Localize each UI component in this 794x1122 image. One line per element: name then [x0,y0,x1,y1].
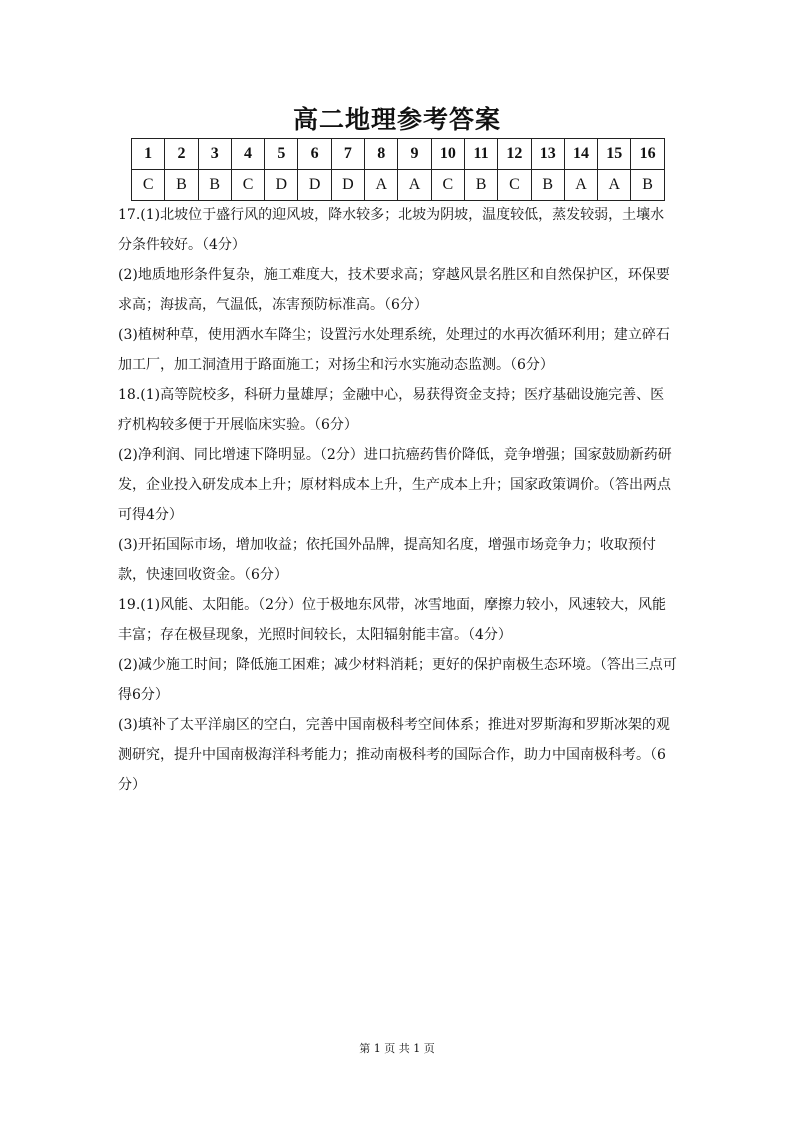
answer-number-row [132,139,665,170]
answer-letter-row [132,170,665,201]
answer-letter: C [498,170,531,201]
answer-letter: B [531,170,564,201]
question-number: 4 [231,139,264,170]
question-number: 14 [564,139,597,170]
answer-letter: B [631,170,664,201]
question-number: 9 [398,139,431,170]
question-number: 6 [298,139,331,170]
question-number: 12 [498,139,531,170]
answer-letter: B [165,170,198,201]
answer-paragraph-19-2: (2)减少施工时间；降低施工困难；减少材料消耗；更好的保护南极生态环境。（答出三点可得6分） [118,657,677,703]
answer-letter: A [398,170,431,201]
answer-paragraph-19-1: 19.(1)风能、太阳能。（2分）位于极地东风带，冰雪地面，摩擦力较小，风速较大，风能丰富；存在极昼现象，光照时间较长，太阳辐射能丰富。（4分） [118,597,667,643]
answer-paragraph-17-2: (2)地质地形条件复杂，施工难度大，技术要求高；穿越风景名胜区和自然保护区，环保要求高；海拔高，气温低，冻害预防标准高。（6分） [118,267,670,313]
answer-letter: C [132,170,165,201]
answer-letter: A [598,170,631,201]
question-number: 10 [431,139,464,170]
question-number: 8 [365,139,398,170]
question-number: 7 [331,139,364,170]
answer-letter: B [464,170,497,201]
question-number: 5 [265,139,298,170]
answer-letter: A [365,170,398,201]
question-number: 16 [631,139,664,170]
question-number: 15 [598,139,631,170]
answer-table [131,138,665,201]
answer-letter: D [298,170,331,201]
answer-paragraph-18-3: (3)开拓国际市场，增加收益；依托国外品牌，提高知名度，增强市场竞争力；收取预付款，快速回收资金。（6分） [118,537,656,583]
question-number: 11 [464,139,497,170]
answer-paragraph-17-3: (3)植树种草，使用洒水车降尘；设置污水处理系统，处理过的水再次循环利用；建立碎石加工厂，加工洞渣用于路面施工；对扬尘和污水实施动态监测。（6分） [118,327,670,373]
answer-paragraph-19-3: (3)填补了太平洋扇区的空白，完善中国南极科考空间体系；推进对罗斯海和罗斯冰架的观测研究，提升中国南极海洋科考能力；推动南极科考的国际合作，助力中国南极科考。（6分） [118,717,670,793]
answer-paragraph-18-1: 18.(1)高等院校多，科研力量雄厚；金融中心，易获得资金支持；医疗基础设施完善、医疗机构较多便于开展临床实验。（6分） [118,387,665,433]
answer-letter: C [431,170,464,201]
answer-letter: A [564,170,597,201]
page-footer: 第 1 页 共 1 页 [359,1042,435,1055]
answer-paragraph-18-2: (2)净利润、同比增速下降明显。（2分）进口抗癌药售价降低，竞争增强；国家鼓励新药研发，企业投入研发成本上升；原材料成本上升，生产成本上升；国家政策调价。（答出两点可得4分） [118,447,672,523]
question-number: 3 [198,139,231,170]
answer-body [118,200,678,800]
question-number: 1 [132,139,165,170]
page-title: 高二地理参考答案 [292,105,501,134]
answer-letter: B [198,170,231,201]
answer-letter: D [331,170,364,201]
answer-letter: C [231,170,264,201]
question-number: 2 [165,139,198,170]
question-number: 13 [531,139,564,170]
answer-paragraph-17-1: 17.(1)北坡位于盛行风的迎风坡，降水较多；北坡为阴坡，温度较低，蒸发较弱，土壤水分条件较好。（4分） [118,207,665,253]
answer-letter: D [265,170,298,201]
